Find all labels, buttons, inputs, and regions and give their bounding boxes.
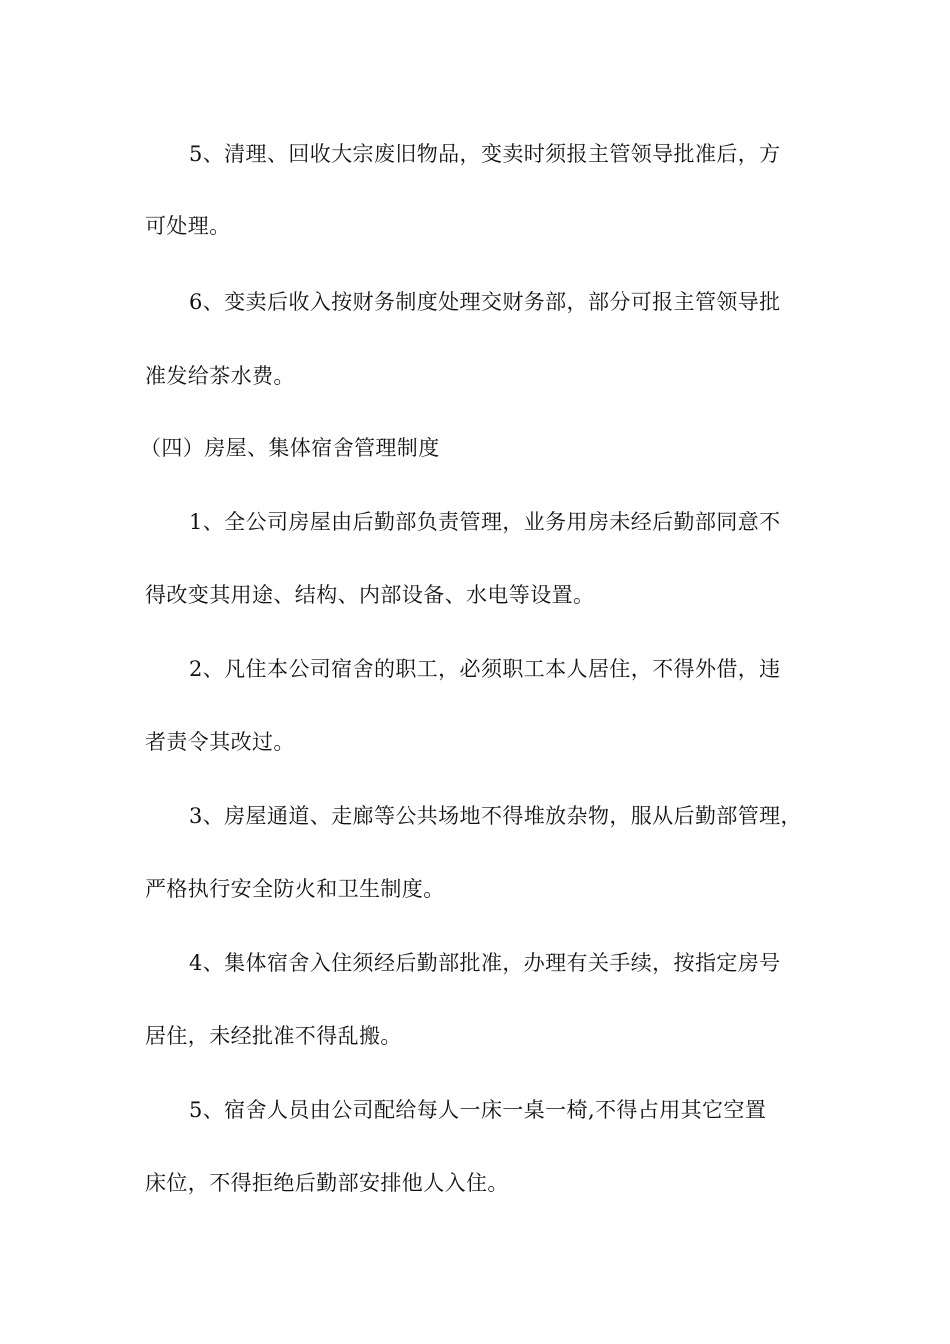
paragraph-3-corridor-line1: 3、房屋通道、走廊等公共场地不得堆放杂物，服从后勤部管理， <box>189 804 802 828</box>
paragraph-5-furniture-line2: 床位，不得拒绝后勤部安排他人入住。 <box>145 1171 509 1195</box>
paragraph-5-dispose-line2: 可处理。 <box>145 214 231 238</box>
paragraph-5-furniture-line1: 5、宿舍人员由公司配给每人一床一桌一椅,不得占用其它空置 <box>189 1098 767 1122</box>
paragraph-1-housing-line2: 得改变其用途、结构、内部设备、水电等设置。 <box>145 583 595 607</box>
paragraph-1-housing-line1: 1、全公司房屋由后勤部负责管理，业务用房未经后勤部同意不 <box>189 510 781 534</box>
paragraph-4-checkin-line1: 4、集体宿舍入住须经后勤部批准，办理有关手续，按指定房号 <box>189 951 781 975</box>
paragraph-6-income-line1: 6、变卖后收入按财务制度处理交财务部，部分可报主管领导批 <box>189 290 781 314</box>
paragraph-5-dispose-line1: 5、清理、回收大宗废旧物品，变卖时须报主管领导批准后，方 <box>189 142 781 166</box>
paragraph-2-dorm-line2: 者责令其改过。 <box>145 730 295 754</box>
paragraph-6-income-line2: 准发给茶水费。 <box>145 364 295 388</box>
paragraph-4-checkin-line2: 居住，未经批准不得乱搬。 <box>145 1024 402 1048</box>
paragraph-3-corridor-line2: 严格执行安全防火和卫生制度。 <box>145 877 445 901</box>
section-heading-housing: （四）房屋、集体宿舍管理制度 <box>140 436 440 460</box>
paragraph-2-dorm-line1: 2、凡住本公司宿舍的职工，必须职工本人居住，不得外借，违 <box>189 657 781 681</box>
